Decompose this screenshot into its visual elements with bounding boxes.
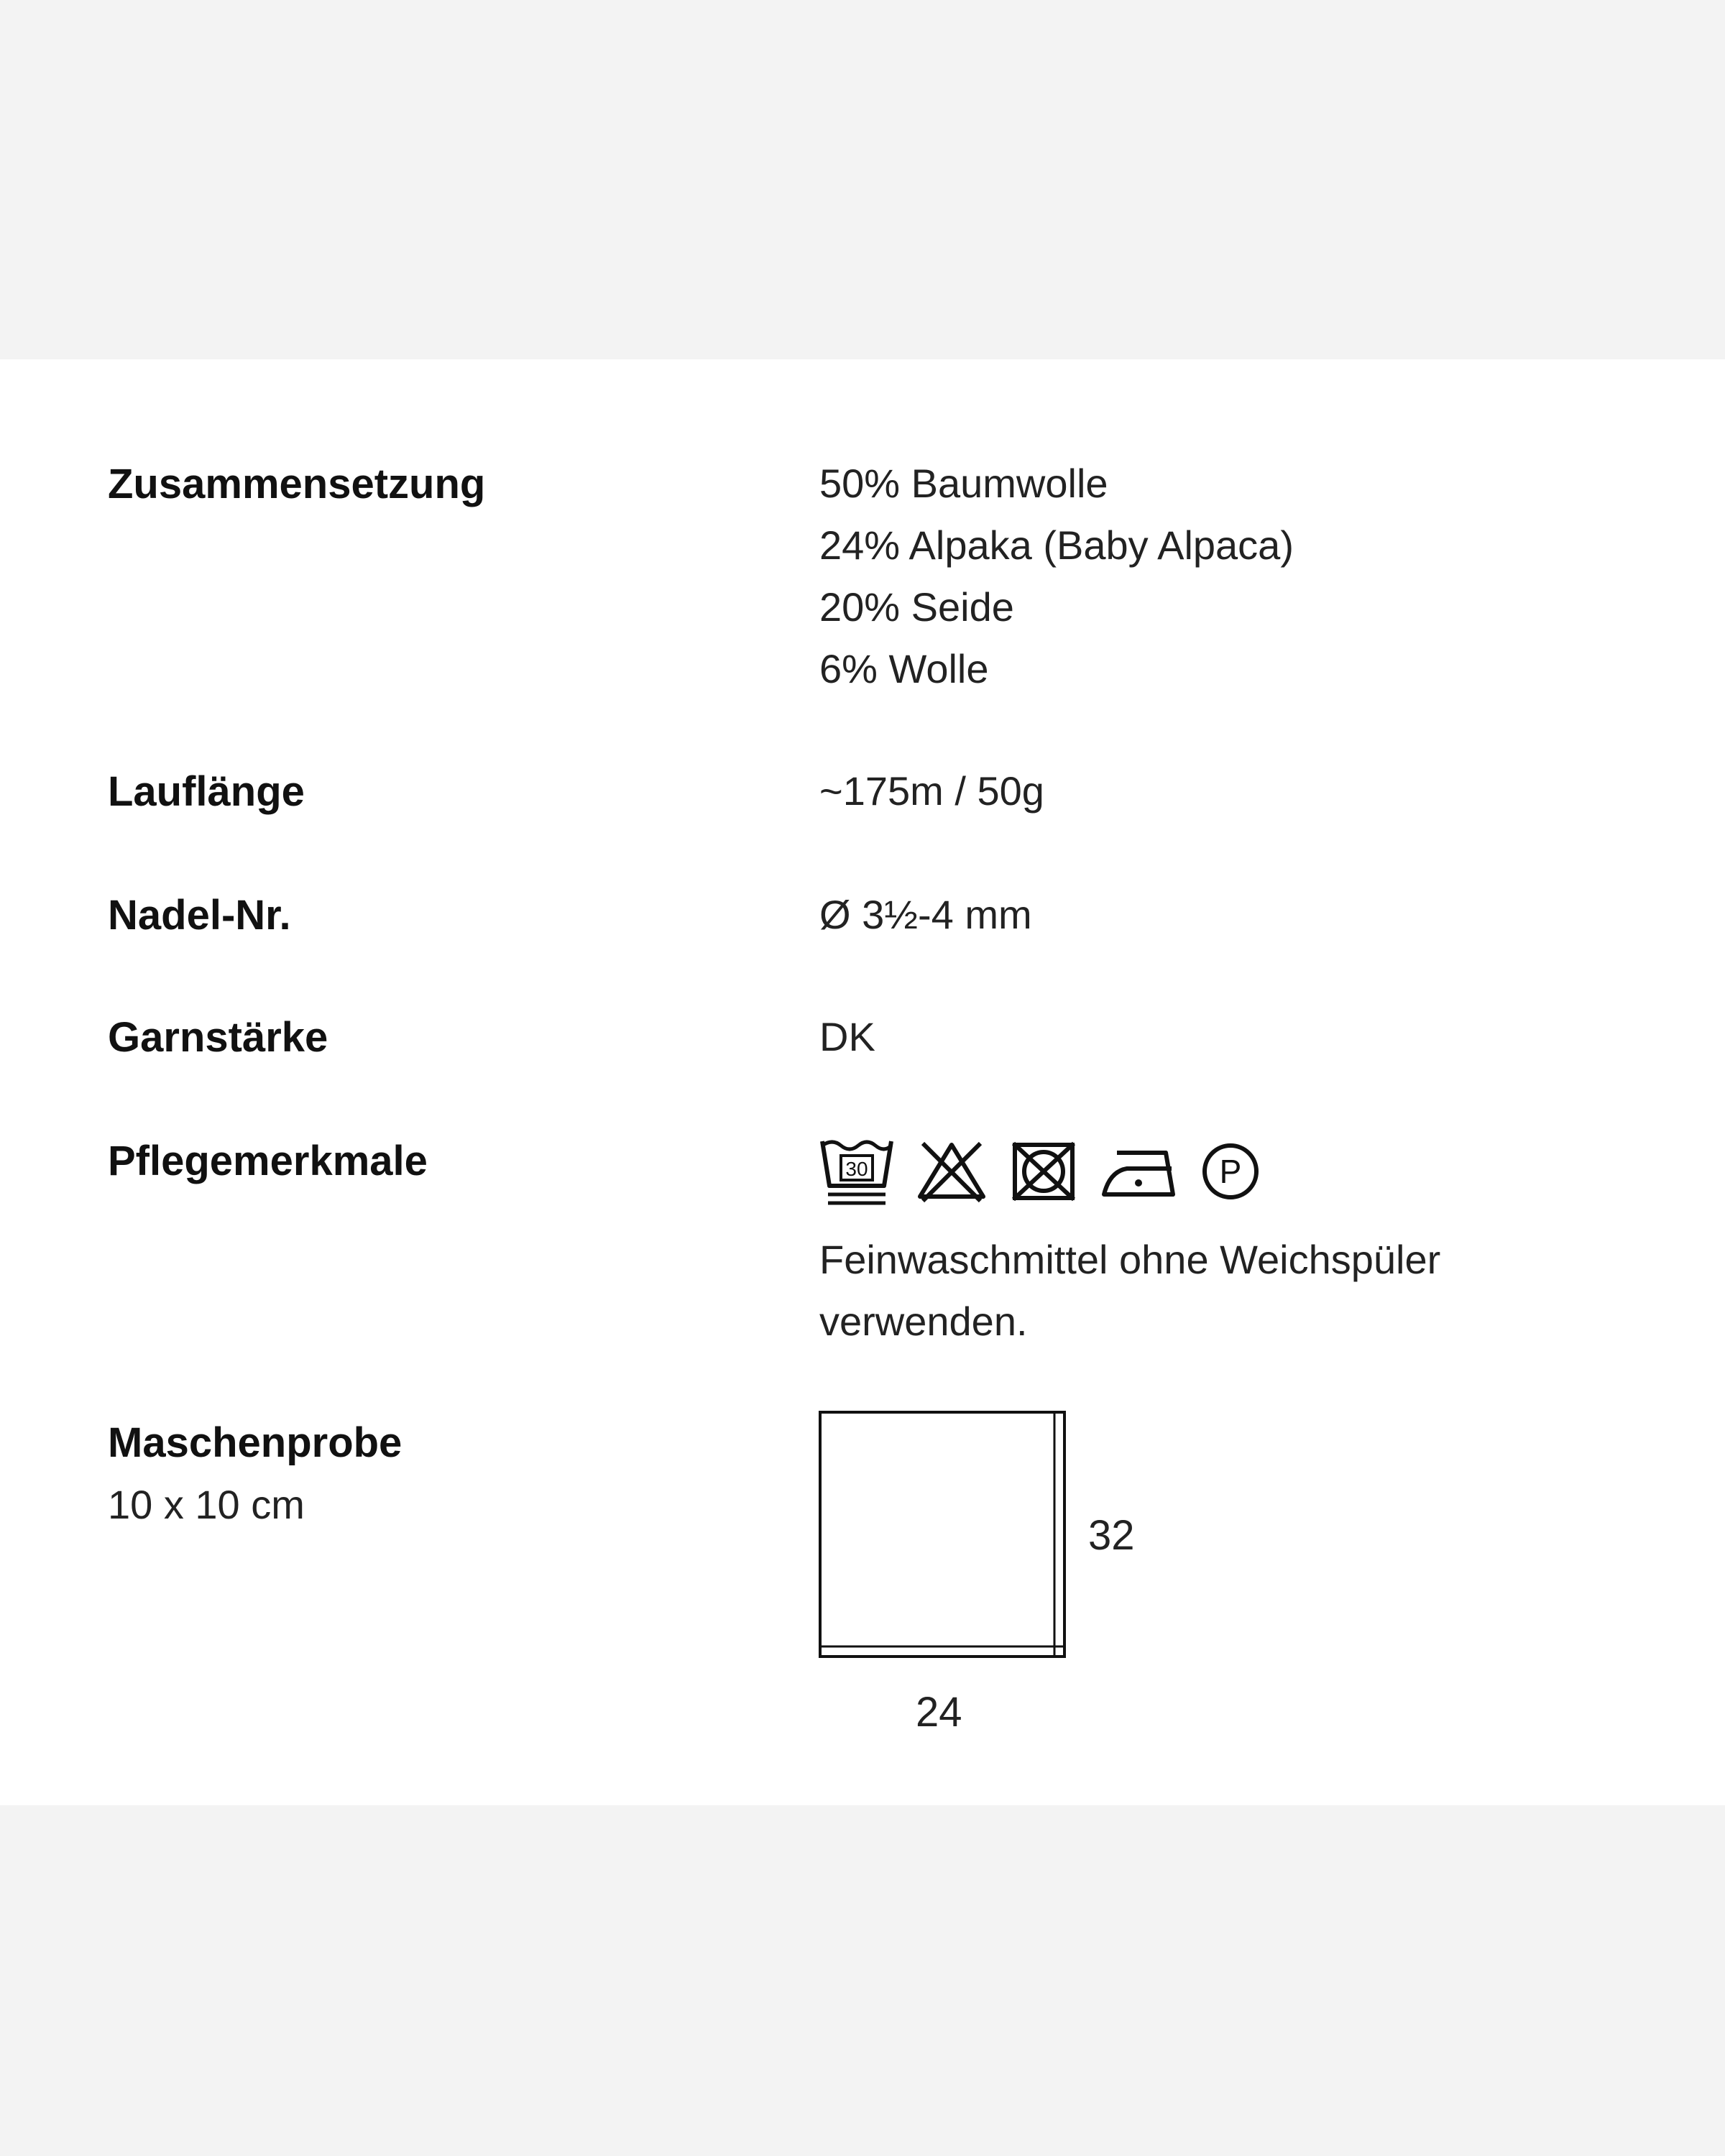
gauge-sublabel: 10 x 10 cm <box>108 1482 305 1527</box>
composition-label: Zusammensetzung <box>108 461 486 507</box>
care-note-line: verwenden. <box>819 1299 1028 1344</box>
length-label: Lauflänge <box>108 768 305 815</box>
care-note-line: Feinwaschmittel ohne Weichspüler <box>819 1237 1441 1282</box>
care-icons <box>819 1135 1261 1207</box>
composition-line: 20% Seide <box>819 584 1014 630</box>
iron-low-icon <box>1100 1143 1179 1200</box>
product-details-card <box>0 359 1725 1805</box>
gauge-rows-count: 32 <box>1088 1512 1135 1559</box>
weight-label: Garnstärke <box>108 1014 328 1061</box>
svg-text:30: 30 <box>845 1158 868 1180</box>
composition-values <box>819 453 1294 700</box>
gauge-label: Maschenprobe <box>108 1419 402 1466</box>
dry-clean-p-icon <box>1200 1141 1261 1202</box>
weight-value: DK <box>819 1014 875 1059</box>
composition-line: 24% Alpaka (Baby Alpaca) <box>819 522 1294 568</box>
length-value: ~175m / 50g <box>819 768 1044 814</box>
no-tumble-dry-icon <box>1009 1139 1078 1204</box>
care-note <box>819 1229 1440 1353</box>
gauge-stitches-count: 24 <box>916 1689 962 1736</box>
composition-line: 6% Wolle <box>819 646 989 691</box>
no-bleach-icon <box>916 1139 988 1204</box>
composition-line: 50% Baumwolle <box>819 461 1108 506</box>
wash-30-gentle-icon <box>819 1135 894 1207</box>
care-label: Pflegemerkmale <box>108 1138 428 1184</box>
svg-text:P: P <box>1219 1153 1242 1190</box>
gauge-square-icon <box>818 1410 1067 1659</box>
needle-value: Ø 3½-4 mm <box>819 892 1032 937</box>
needle-label: Nadel-Nr. <box>108 892 291 939</box>
